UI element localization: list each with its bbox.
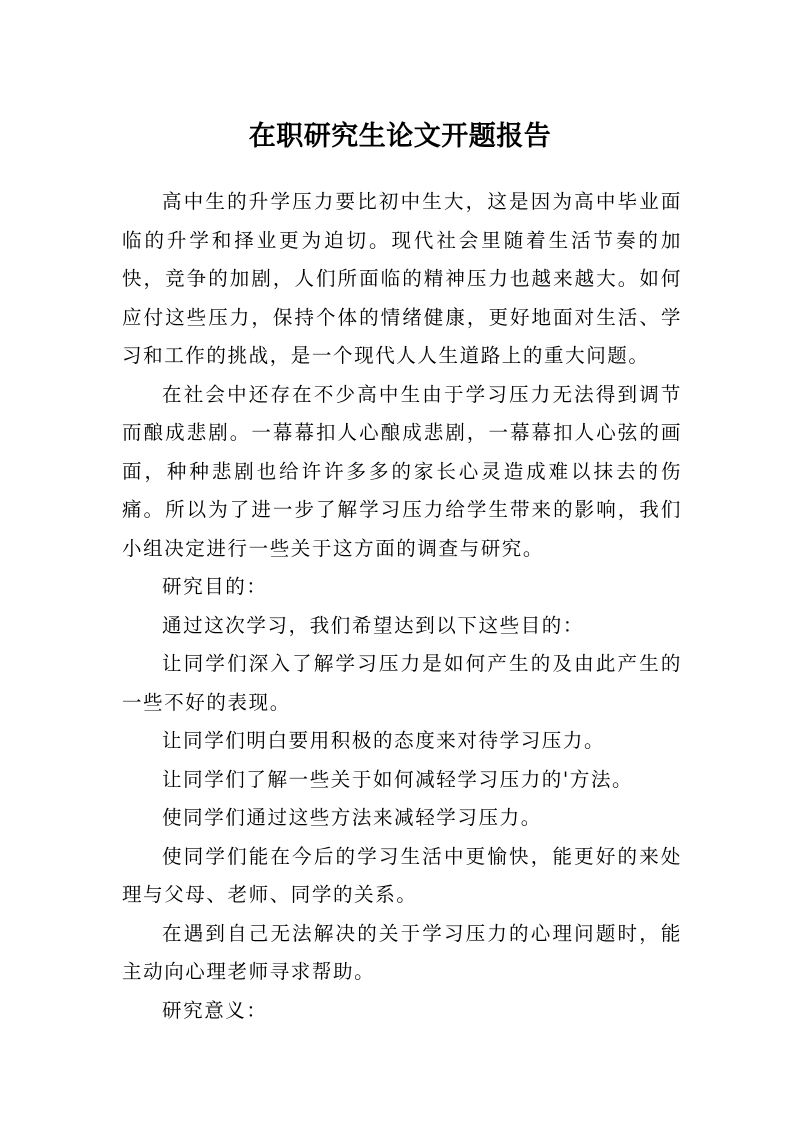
paragraph-goals-intro: 通过这次学习，我们希望达到以下这些目的： xyxy=(162,613,585,637)
paragraph-goal-3: 让同学们了解一些关于如何减轻学习压力的'方法。 xyxy=(162,767,634,791)
paragraph-background: 在社会中还存在不少高中生由于学习压力无法得到调节而酿成悲剧。一幕幕扣人心酿成悲剧，一幕幕扣人心弦的画面，种种悲剧也给许许多多的家长心灵造成难以抹去的伤痛。所以为了进一步了解学习压力给学生带来的影响，我们小组决定进行一些关于这方面的调查与研究。 xyxy=(122,382,682,560)
paragraph-goal-6: 在遇到自己无法解决的关于学习压力的心理问题时，能主动向心理老师寻求帮助。 xyxy=(122,921,682,983)
heading-research-purpose: 研究目的： xyxy=(162,575,268,598)
paragraph-goal-5: 使同学们能在今后的学习生活中更愉快，能更好的来处理与父母、老师、同学的关系。 xyxy=(122,844,682,906)
paragraph-goal-2: 让同学们明白要用积极的态度来对待学习压力。 xyxy=(162,729,606,752)
paragraph-intro: 高中生的升学压力要比初中生大，这是因为高中毕业面临的升学和择业更为迫切。现代社会里随着生活节奏的加快，竞争的加剧，人们所面临的精神压力也越来越大。如何应付这些压力，保持个体的情绪健康，更好地面对生活、学习和工作的挑战，是一个现代人人生道路上的重大问题。 xyxy=(122,190,682,367)
paragraph-goal-4: 使同学们通过这些方法来减轻学习压力。 xyxy=(162,806,542,829)
paragraph-goal-1: 让同学们深入了解学习压力是如何产生的及由此产生的一些不好的表现。 xyxy=(122,652,682,714)
document-body xyxy=(122,183,682,1030)
document-title: 在职研究生论文开题报告 xyxy=(248,121,552,153)
heading-research-significance: 研究意义： xyxy=(162,998,268,1022)
